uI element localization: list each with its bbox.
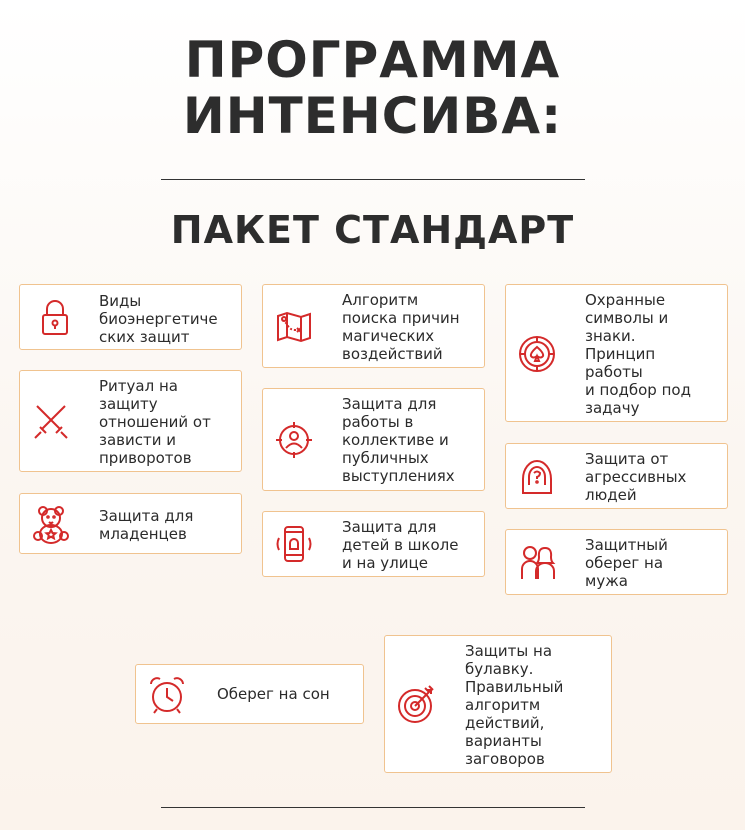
- card-text: Защита для работы в коллективе и публичных выступлениях: [342, 395, 455, 485]
- card-text: Алгоритм поиска причин магических воздействий: [342, 291, 460, 363]
- card-sleep-amulet: [135, 664, 364, 724]
- card-husband-amulet: [505, 529, 728, 595]
- card-text: Защиты на булавку. Правильный алгоритм действий, варианты заговоров: [465, 642, 564, 768]
- hooded-figure-icon: [516, 455, 558, 497]
- title-line-1: ПРОГРАММА: [184, 31, 561, 89]
- target-person-icon: [273, 419, 315, 461]
- page-title: [0, 32, 745, 144]
- card-workplace-protection: [262, 388, 485, 491]
- card-text: Ритуал на защиту отношений от зависти и приворотов: [99, 377, 211, 467]
- card-pin-protections: [384, 635, 612, 773]
- padlock-icon: [34, 296, 76, 338]
- card-protective-symbols: [505, 284, 728, 422]
- dartboard-icon: [395, 684, 437, 726]
- card-bioenergy-protections: [19, 284, 242, 350]
- bottom-divider: [161, 807, 585, 808]
- card-text: Защитный оберег на мужа: [585, 536, 668, 590]
- alarm-clock-icon: [146, 674, 188, 716]
- treasure-map-icon: [273, 306, 315, 348]
- card-text: Защита для младенцев: [99, 507, 194, 543]
- card-infant-protection: [19, 493, 242, 554]
- top-divider: [161, 179, 585, 180]
- package-subtitle: ПАКЕТ СТАНДАРТ: [170, 208, 575, 252]
- spade-chip-icon: [516, 333, 558, 375]
- couple-icon: [516, 541, 558, 583]
- card-aggressive-people: [505, 443, 728, 509]
- teddy-bear-icon: [30, 503, 72, 545]
- card-text: Виды биоэнергетиче ских защит: [99, 292, 218, 346]
- card-cause-algorithm: [262, 284, 485, 368]
- card-text: Оберег на сон: [217, 685, 330, 703]
- card-text: Защита от агрессивных людей: [585, 450, 687, 504]
- card-children-protection: [262, 511, 485, 577]
- card-relationship-ritual: [19, 370, 242, 472]
- phone-alarm-icon: [273, 523, 315, 565]
- card-text: Охранные символы и знаки. Принцип работы и подбор под задачу: [585, 291, 691, 417]
- crossed-swords-icon: [30, 401, 72, 443]
- card-text: Защита для детей в школе и на улице: [342, 518, 459, 572]
- title-line-2: ИНТЕНСИВА:: [182, 87, 563, 145]
